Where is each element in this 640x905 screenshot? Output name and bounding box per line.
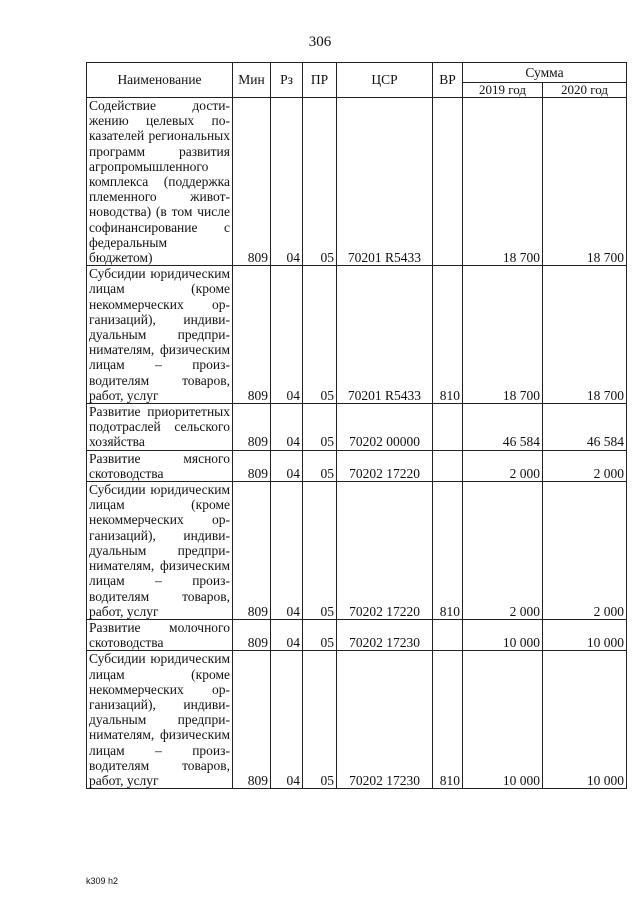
- row-name: Субсидии юридическим лицам (кроме некоммерческих организаций), индивидуальным предпринимателям, физическим лицам – производителям товаров, работ, услуг: [87, 482, 233, 620]
- row-sum-2019: 2 000: [463, 482, 543, 620]
- row-vr: [433, 619, 463, 650]
- row-vr: 810: [433, 266, 463, 404]
- row-pr: 05: [303, 450, 337, 481]
- row-name: Развитие приоритетных подотраслей сельского хозяйства: [87, 404, 233, 451]
- row-csr: 70202 17220: [337, 450, 433, 481]
- row-pr: 05: [303, 266, 337, 404]
- row-vr: [433, 98, 463, 266]
- row-min: 809: [233, 98, 271, 266]
- row-rz: 04: [271, 619, 303, 650]
- row-sum-2019: 18 700: [463, 98, 543, 266]
- row-vr: [433, 450, 463, 481]
- table-row: [87, 651, 627, 789]
- row-csr: 70202 00000: [337, 404, 433, 451]
- row-sum-2019: 18 700: [463, 266, 543, 404]
- row-vr: 810: [433, 651, 463, 789]
- row-rz: 04: [271, 98, 303, 266]
- header-pr: ПР: [303, 63, 337, 98]
- table-row: [87, 450, 627, 481]
- row-rz: 04: [271, 651, 303, 789]
- row-sum-2020: 18 700: [543, 266, 627, 404]
- table-row: [87, 98, 627, 266]
- row-rz: 04: [271, 404, 303, 451]
- table-row: [87, 404, 627, 451]
- row-rz: 04: [271, 266, 303, 404]
- header-rz: Рз: [271, 63, 303, 98]
- row-csr: 70202 17230: [337, 619, 433, 650]
- row-csr: 70202 17220: [337, 482, 433, 620]
- row-sum-2020: 10 000: [543, 651, 627, 789]
- row-min: 809: [233, 482, 271, 620]
- table-row: [87, 619, 627, 650]
- row-name: Развитие мясного скотоводства: [87, 450, 233, 481]
- row-pr: 05: [303, 404, 337, 451]
- table-row: [87, 266, 627, 404]
- header-year-2019: 2019 год: [463, 82, 543, 97]
- row-sum-2020: 2 000: [543, 450, 627, 481]
- table-row: [87, 482, 627, 620]
- row-csr: 70201 R5433: [337, 266, 433, 404]
- header-min: Мин: [233, 63, 271, 98]
- row-sum-2019: 2 000: [463, 450, 543, 481]
- row-rz: 04: [271, 482, 303, 620]
- row-sum-2020: 2 000: [543, 482, 627, 620]
- table-header: [87, 63, 627, 98]
- row-name: Содействие достижению целевых показателей региональных программ развития агропромышленного комплекса (поддержка племенного животноводства) (в том числе софинансирование с федеральным бюджетом): [87, 98, 233, 266]
- row-pr: 05: [303, 651, 337, 789]
- row-csr: 70202 17230: [337, 651, 433, 789]
- page-number: 306: [308, 34, 332, 50]
- budget-table: [86, 62, 627, 789]
- row-name: Развитие молочного скотоводства: [87, 619, 233, 650]
- row-vr: [433, 404, 463, 451]
- row-pr: 05: [303, 619, 337, 650]
- row-pr: 05: [303, 98, 337, 266]
- row-sum-2020: 10 000: [543, 619, 627, 650]
- row-rz: 04: [271, 450, 303, 481]
- row-csr: 70201 R5433: [337, 98, 433, 266]
- table-body: [87, 98, 627, 789]
- row-sum-2019: 10 000: [463, 651, 543, 789]
- row-min: 809: [233, 450, 271, 481]
- row-sum-2019: 46 584: [463, 404, 543, 451]
- header-csr: ЦСР: [337, 63, 433, 98]
- row-min: 809: [233, 266, 271, 404]
- row-min: 809: [233, 651, 271, 789]
- row-min: 809: [233, 619, 271, 650]
- row-sum-2019: 10 000: [463, 619, 543, 650]
- row-min: 809: [233, 404, 271, 451]
- row-sum-2020: 46 584: [543, 404, 627, 451]
- header-year-2020: 2020 год: [543, 82, 627, 97]
- footer-code: k309 h2: [86, 876, 119, 886]
- row-name: Субсидии юридическим лицам (кроме некоммерческих организаций), индивидуальным предпринимателям, физическим лицам – производителям товаров, работ, услуг: [87, 651, 233, 789]
- header-vr: ВР: [433, 63, 463, 98]
- row-sum-2020: 18 700: [543, 98, 627, 266]
- row-name: Субсидии юридическим лицам (кроме некоммерческих организаций), индивидуальным предпринимателям, физическим лицам – производителям товаров, работ, услуг: [87, 266, 233, 404]
- header-name: Наименование: [87, 63, 233, 98]
- row-vr: 810: [433, 482, 463, 620]
- row-pr: 05: [303, 482, 337, 620]
- header-sum: Сумма: [463, 63, 627, 83]
